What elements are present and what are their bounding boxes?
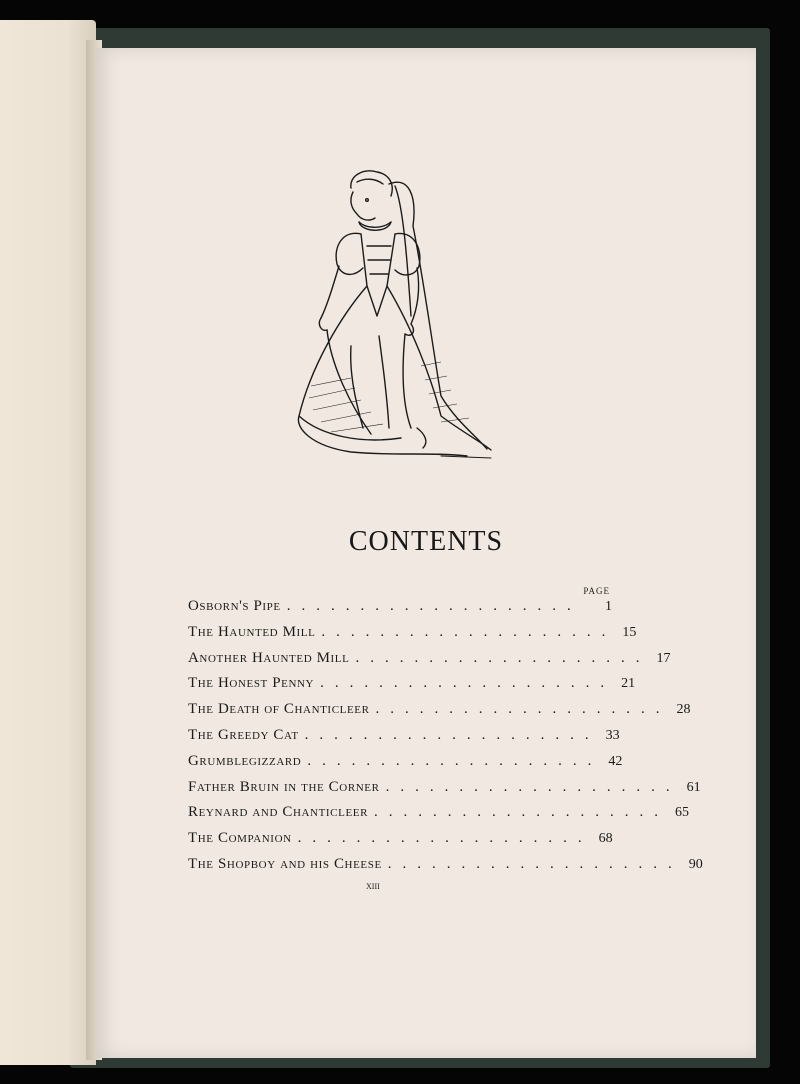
- toc-entry: [188, 830, 612, 856]
- toc-entry: [188, 752, 623, 779]
- toc-entry: [188, 675, 636, 701]
- toc-entry-page: 61: [686, 779, 701, 795]
- contents-title: CONTENTS: [348, 526, 504, 557]
- toc-entry-title: Reynard and Chanticleer: [188, 804, 369, 821]
- toc-entry-title: Another Haunted Mill: [188, 649, 350, 666]
- page-column-heading: PAGE: [583, 586, 610, 596]
- toc-entry-title: Grumblegizzard: [188, 752, 302, 769]
- toc-entry-page: 68: [598, 831, 613, 847]
- dot-leader: ....................: [321, 623, 617, 640]
- dot-leader: ....................: [286, 598, 582, 614]
- table-of-contents: [188, 598, 703, 882]
- toc-entry-title: The Haunted Mill: [188, 623, 316, 640]
- toc-entry-page: 1: [605, 599, 612, 614]
- dot-leader: ....................: [385, 778, 681, 795]
- toc-entry-page: 17: [656, 650, 671, 666]
- dot-leader: ....................: [320, 675, 616, 692]
- toc-entry: [188, 726, 620, 753]
- dot-leader: ....................: [304, 726, 600, 743]
- dot-leader: ....................: [307, 752, 603, 769]
- toc-entry-title: Father Bruin in the Corner: [188, 778, 380, 795]
- dot-leader: ....................: [355, 649, 651, 666]
- lady-illustration: [291, 166, 501, 466]
- dot-leader: ....................: [375, 701, 671, 718]
- toc-entry-page: 21: [621, 676, 636, 692]
- toc-entry: [188, 701, 691, 727]
- dot-leader: ....................: [297, 830, 593, 847]
- toc-entry-title: Osborn's Pipe: [188, 598, 281, 614]
- page-folio: xiii: [366, 878, 380, 892]
- toc-entry-title: The Companion: [188, 830, 292, 847]
- right-page: [96, 48, 756, 1058]
- dot-leader: ....................: [374, 804, 670, 821]
- toc-entry: [188, 855, 703, 882]
- toc-entry-page: 42: [608, 753, 623, 769]
- toc-entry: [188, 623, 637, 650]
- toc-entry-page: 90: [688, 856, 703, 872]
- left-page: [0, 20, 96, 1065]
- toc-entry-title: The Death of Chanticleer: [188, 701, 370, 718]
- toc-entry-title: The Greedy Cat: [188, 726, 299, 743]
- toc-entry-page: 15: [622, 624, 637, 640]
- toc-entry-page: 33: [605, 727, 620, 743]
- toc-entry: [188, 649, 671, 676]
- toc-entry: [188, 804, 690, 830]
- dot-leader: ....................: [387, 855, 683, 872]
- toc-entry: [188, 598, 612, 624]
- toc-entry-title: The Honest Penny: [188, 675, 315, 692]
- toc-entry: [188, 778, 701, 805]
- toc-entry-title: The Shopboy and his Cheese: [188, 855, 382, 872]
- toc-entry-page: 65: [675, 805, 690, 821]
- toc-entry-page: 28: [676, 702, 691, 718]
